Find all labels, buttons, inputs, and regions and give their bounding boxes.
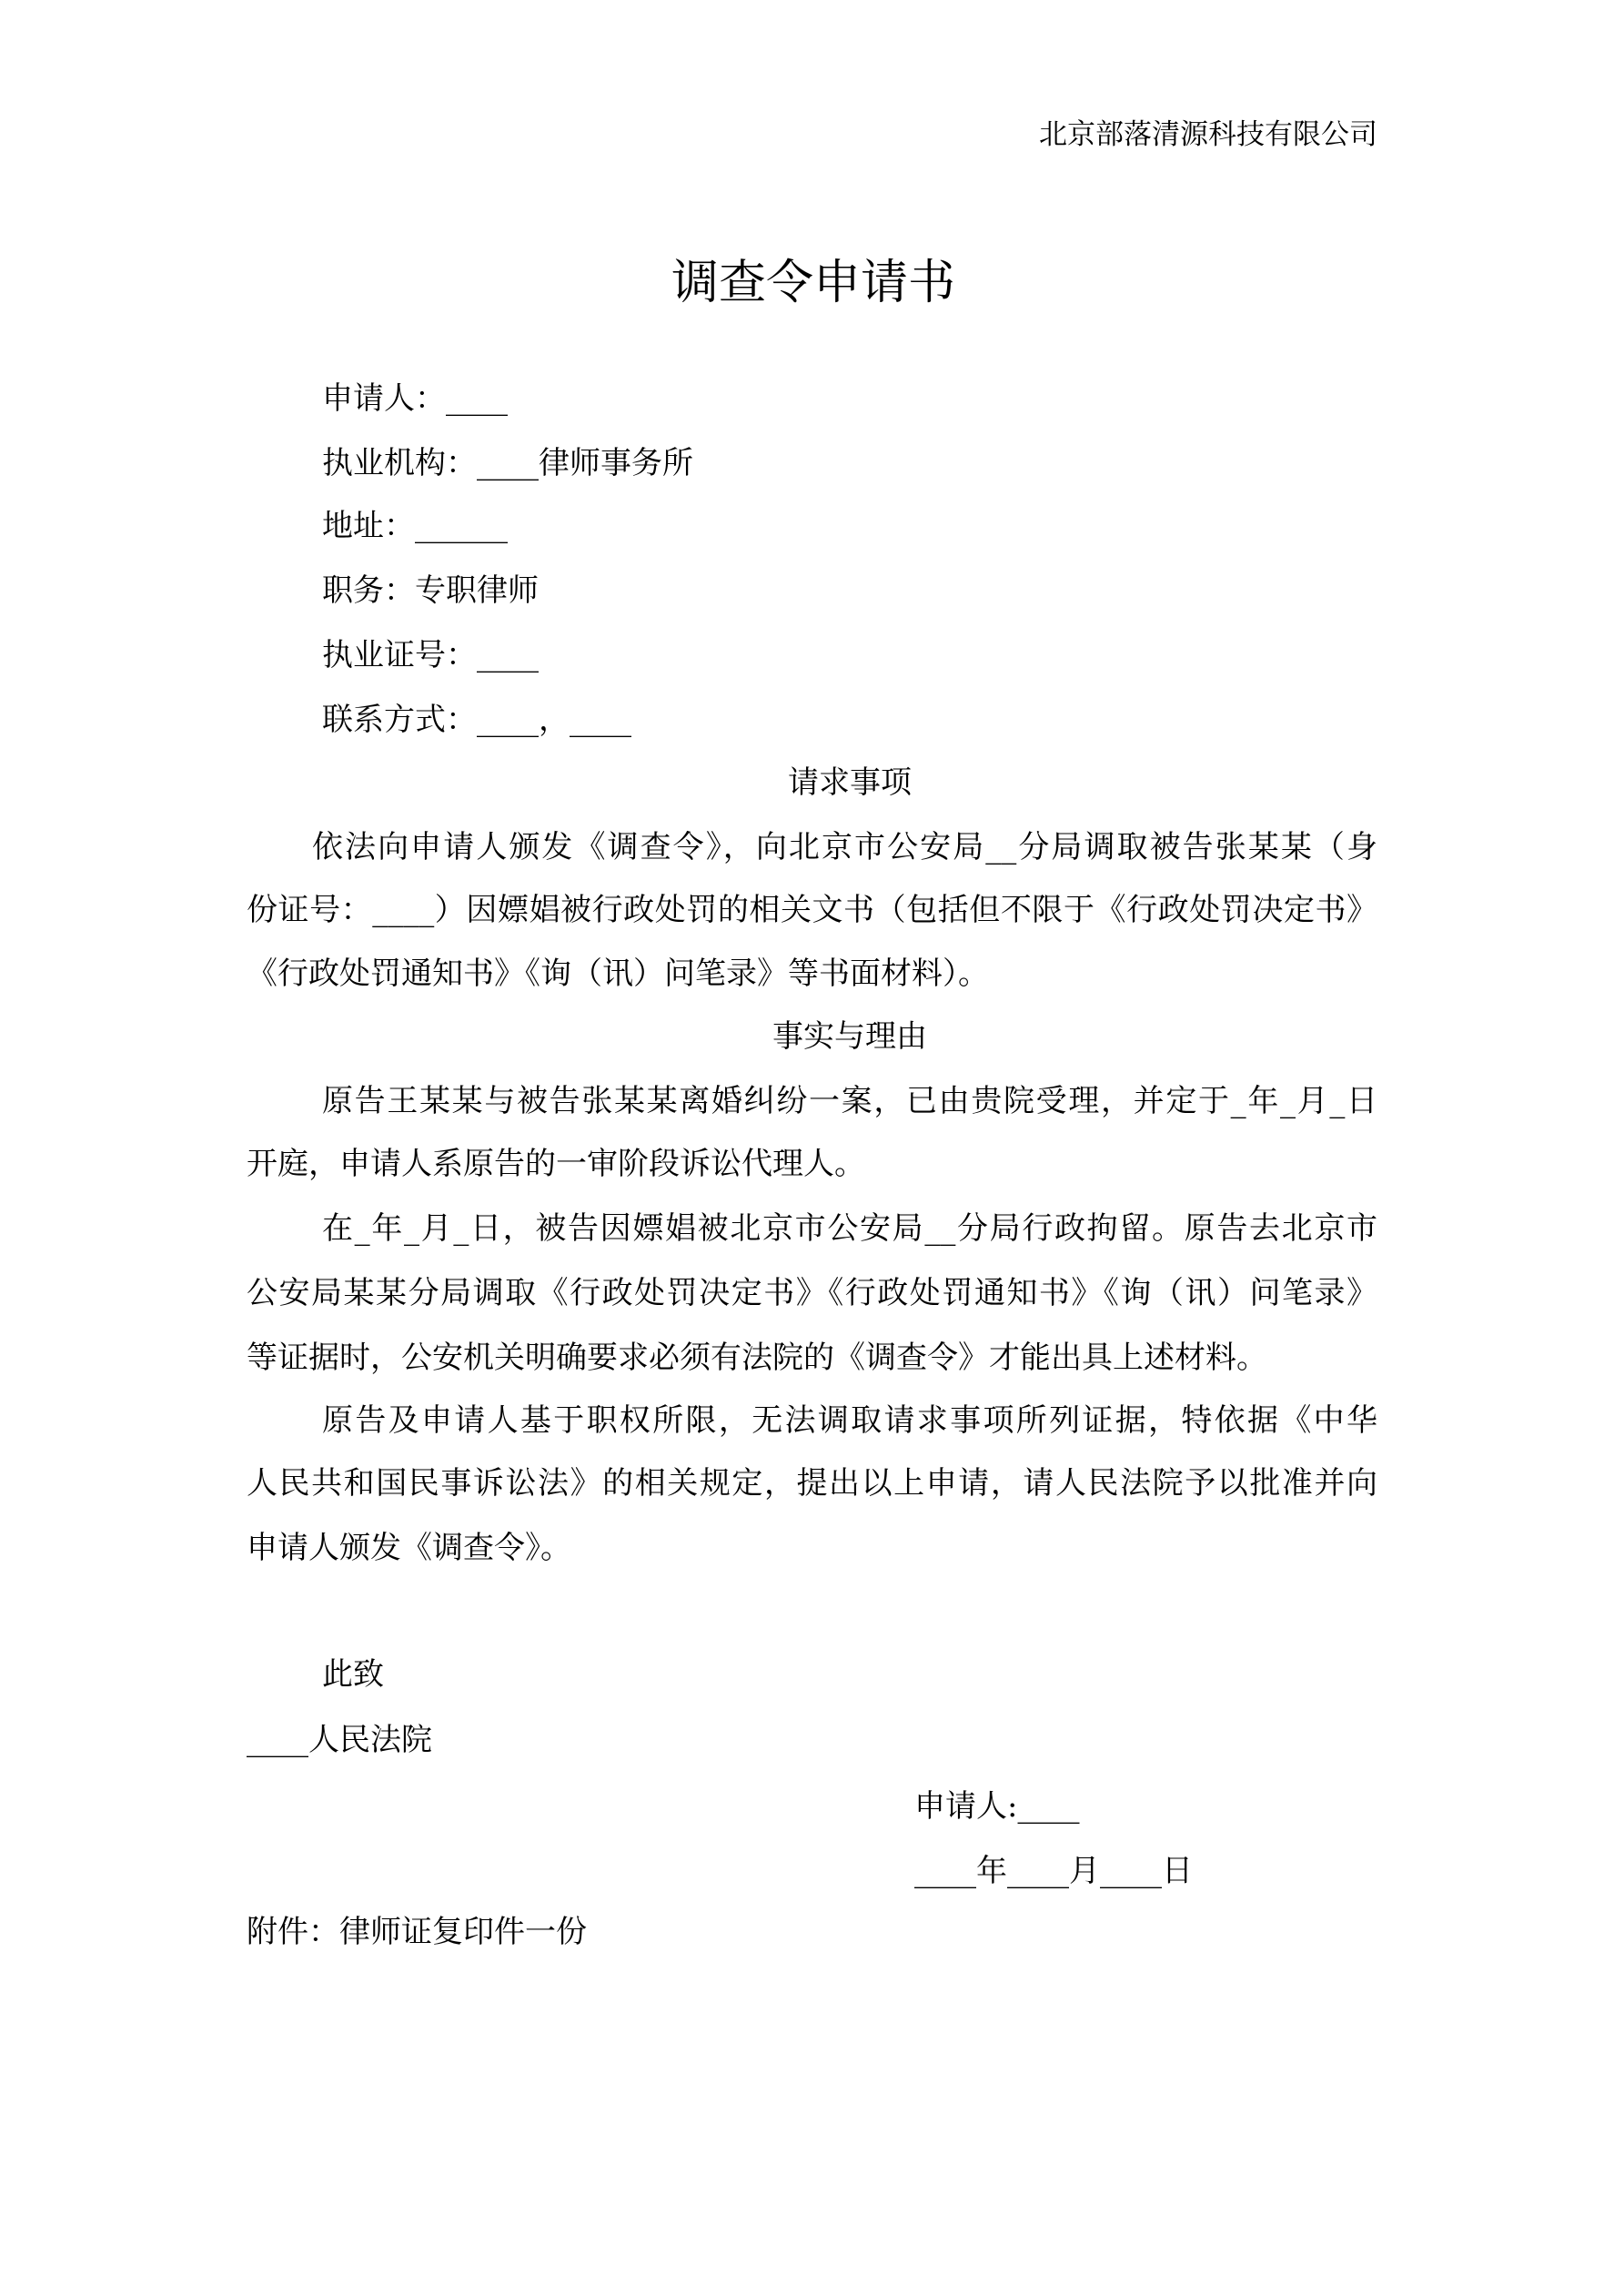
- paragraph-line: 《行政处罚通知书》《询（讯）问笔录》等书面材料）。: [247, 956, 989, 992]
- paragraph-line: 原告及申请人基于职权所限，无法调取请求事项所列证据，特依据《中华: [322, 1402, 1377, 1439]
- blank-field: ____，____: [477, 702, 631, 738]
- paragraph-line: 在_年_月_日，被告因嫖娼被北京市公安局__分局行政拘留。原告去北京市: [322, 1210, 1377, 1247]
- paragraph-line: 申请人颁发《调查令》。: [247, 1530, 571, 1566]
- attachment-note: 附件：律师证复印件一份: [247, 1914, 587, 1950]
- info-contact: [322, 697, 631, 743]
- field-label: 职务：: [322, 572, 415, 609]
- paragraph-line: 公安局某某分局调取《行政处罚决定书》《行政处罚通知书》《询（讯）问笔录》: [247, 1275, 1377, 1311]
- info-firm: [322, 440, 693, 486]
- paragraph-line: 人民共和国民事诉讼法》的相关规定，提出以上申请，请人民法院予以批准并向: [247, 1465, 1377, 1502]
- field-label: 申请人：: [322, 380, 446, 417]
- blank-field: ____: [446, 380, 508, 417]
- field-label: 申请人:: [914, 1788, 1018, 1825]
- info-address: [322, 503, 508, 549]
- paragraph-line: 份证号：____）因嫖娼被行政处罚的相关文书（包括但不限于《行政处罚决定书》: [247, 892, 1377, 928]
- blank-field: ____: [477, 637, 539, 673]
- field-label: 执业机构：: [322, 445, 477, 481]
- blank-field: ______: [415, 508, 508, 544]
- info-applicant: [322, 376, 508, 421]
- info-license-number: [322, 632, 539, 678]
- section-heading-facts: 事实与理由: [772, 1018, 927, 1055]
- field-value: ____律师事务所: [477, 445, 693, 481]
- document-title: 调查令申请书: [671, 256, 955, 310]
- field-label: 执业证号：: [322, 637, 477, 673]
- paragraph-line: 开庭，申请人系原告的一审阶段诉讼代理人。: [247, 1146, 865, 1182]
- field-label: 联系方式：: [322, 702, 477, 738]
- paragraph-line: 等证据时，公安机关明确要求必须有法院的《调查令》才能出具上述材料。: [247, 1340, 1267, 1376]
- signature-line: [914, 1784, 1079, 1829]
- date-line: ____年____月____日: [914, 1853, 1193, 1889]
- info-position: [322, 568, 539, 613]
- blank-field: ____: [1017, 1788, 1080, 1825]
- court-name: ____人民法院: [247, 1722, 432, 1758]
- company-name-header: 北京部落清源科技有限公司: [1039, 118, 1377, 151]
- section-heading-request: 请求事项: [788, 764, 912, 801]
- field-value: 专职律师: [415, 572, 539, 609]
- paragraph-line: 原告王某某与被告张某某离婚纠纷一案，已由贵院受理，并定于_年_月_日: [322, 1083, 1377, 1119]
- field-label: 地址：: [322, 508, 415, 544]
- salutation: 此致: [322, 1656, 384, 1693]
- paragraph-line: 依法向申请人颁发《调查令》，向北京市公安局__分局调取被告张某某（身: [312, 829, 1377, 865]
